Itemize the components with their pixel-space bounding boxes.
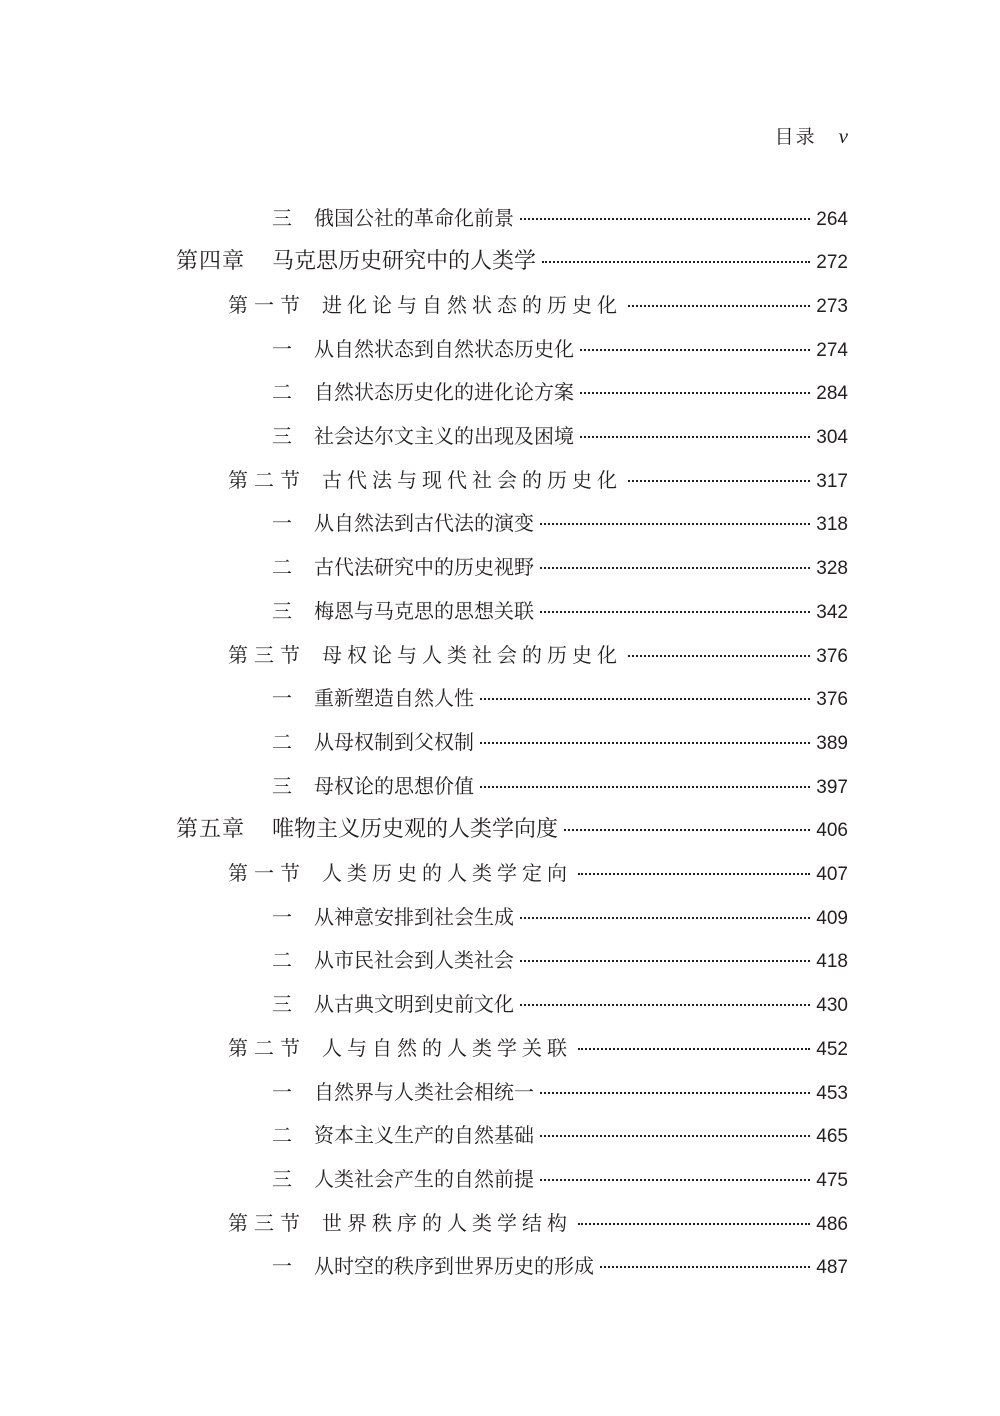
toc-entry-number: 三 xyxy=(272,773,292,798)
toc-entry-number: 第一节 xyxy=(228,292,306,317)
toc-entry-title: 世界秩序的人类学结构 xyxy=(322,1210,572,1235)
toc-entry-number: 三 xyxy=(272,992,292,1017)
toc-entry-number: 三 xyxy=(272,424,292,448)
toc-entry-sub[interactable] xyxy=(0,589,1000,629)
toc-entry-page: 453 xyxy=(816,1082,848,1104)
toc-entry-sub[interactable] xyxy=(0,196,1000,236)
toc-entry-sub[interactable] xyxy=(0,415,1000,455)
toc-dot-leader xyxy=(480,698,810,700)
toc-entry-number: 三 xyxy=(272,1166,292,1191)
toc-entry-number: 二 xyxy=(272,729,292,754)
toc-dot-leader xyxy=(628,305,810,307)
toc-entry-number: 第二节 xyxy=(228,467,306,492)
toc-entry-sub[interactable] xyxy=(0,1070,1000,1110)
toc-entry-number: 第五章 xyxy=(176,817,246,843)
toc-entry-number: 第一节 xyxy=(228,861,306,885)
toc-entry-title: 社会达尔文主义的出现及困境 xyxy=(314,424,574,448)
toc-dot-leader xyxy=(540,611,810,613)
toc-dot-leader xyxy=(580,349,810,351)
toc-dot-leader xyxy=(520,218,810,220)
toc-entry-sub[interactable] xyxy=(0,327,1000,367)
toc-entry-title: 唯物主义历史观的人类学向度 xyxy=(272,817,559,843)
toc-entry-page: 328 xyxy=(816,558,848,580)
toc-entry-page: 407 xyxy=(816,864,848,885)
toc-entry-title: 从母权制到父权制 xyxy=(314,729,474,754)
running-header xyxy=(775,122,848,149)
toc-dot-leader xyxy=(628,655,810,657)
toc-dot-leader xyxy=(564,829,810,831)
toc-dot-leader xyxy=(520,960,810,962)
toc-entry-sub[interactable] xyxy=(0,502,1000,542)
toc-entry-sub[interactable] xyxy=(0,1157,1000,1197)
toc-entry-title: 从时空的秩序到世界历史的形成 xyxy=(314,1254,594,1279)
toc-entry-number: 二 xyxy=(272,380,292,405)
toc-entry-title: 从神意安排到社会生成 xyxy=(314,904,514,929)
toc-entry-title: 人类历史的人类学定向 xyxy=(322,861,572,885)
toc-dot-leader xyxy=(600,1266,810,1268)
toc-entry-page: 406 xyxy=(816,820,848,842)
toc-entry-title: 资本主义生产的自然基础 xyxy=(314,1123,534,1148)
toc-entry-page: 430 xyxy=(816,995,848,1017)
header-title: 目录 xyxy=(774,126,817,148)
toc-entry-title: 进化论与自然状态的历史化 xyxy=(322,292,622,317)
toc-entry-sub[interactable] xyxy=(0,1245,1000,1285)
toc-entry-number: 一 xyxy=(272,1254,292,1279)
toc-dot-leader xyxy=(480,742,810,744)
toc-entry-title: 从古典文明到史前文化 xyxy=(314,992,514,1017)
toc-entry-number: 第四章 xyxy=(176,249,246,275)
toc-entry-section[interactable] xyxy=(0,1026,1000,1066)
toc-entry-page: 487 xyxy=(816,1257,848,1279)
toc-entry-title: 古代法与现代社会的历史化 xyxy=(322,467,622,492)
toc-entry-section[interactable] xyxy=(0,283,1000,323)
toc-entry-number: 一 xyxy=(272,336,292,361)
toc-entry-section[interactable] xyxy=(0,458,1000,498)
toc-dot-leader xyxy=(480,786,810,788)
toc-entry-page: 272 xyxy=(816,252,848,274)
toc-entry-title: 梅恩与马克思的思想关联 xyxy=(314,598,534,623)
toc-entry-title: 从市民社会到人类社会 xyxy=(314,948,514,973)
toc-entry-title: 母权论与人类社会的历史化 xyxy=(322,642,622,667)
toc-dot-leader xyxy=(540,1092,810,1094)
toc-entry-page: 486 xyxy=(816,1213,848,1235)
toc-entry-title: 马克思历史研究中的人类学 xyxy=(272,249,537,275)
toc-entry-number: 第三节 xyxy=(228,1210,306,1235)
toc-entry-page: 397 xyxy=(816,776,848,798)
toc-entry-page: 418 xyxy=(816,951,848,973)
toc-dot-leader xyxy=(540,567,810,569)
toc-dot-leader xyxy=(540,523,810,525)
toc-dot-leader xyxy=(540,1135,810,1137)
toc-entry-title: 人与自然的人类学关联 xyxy=(322,1035,572,1060)
toc-entry-page: 284 xyxy=(816,383,848,405)
toc-entry-number: 第三节 xyxy=(228,642,306,667)
toc-entry-page: 389 xyxy=(816,732,848,754)
toc-entry-page: 274 xyxy=(816,339,848,361)
toc-entry-number: 一 xyxy=(272,511,292,536)
toc-entry-sub[interactable] xyxy=(0,983,1000,1023)
toc-entry-sub[interactable] xyxy=(0,939,1000,979)
toc-entry-page: 475 xyxy=(816,1169,848,1191)
toc-entry-section[interactable] xyxy=(0,633,1000,673)
toc-dot-leader xyxy=(628,480,810,482)
toc-entry-title: 母权论的思想价值 xyxy=(314,773,474,798)
toc-dot-leader xyxy=(540,1179,810,1181)
toc-dot-leader xyxy=(578,1223,810,1225)
toc-entry-section[interactable] xyxy=(0,1201,1000,1241)
toc-entry-number: 二 xyxy=(272,1123,292,1148)
toc-entry-page: 317 xyxy=(816,470,848,492)
toc-entry-title: 从自然法到古代法的演变 xyxy=(314,511,534,536)
toc-entry-number: 一 xyxy=(272,1079,292,1104)
toc-entry-sub[interactable] xyxy=(0,764,1000,804)
toc-entry-number: 三 xyxy=(272,205,292,230)
toc-entry-section[interactable] xyxy=(0,852,1000,892)
toc-entry-page: 304 xyxy=(816,427,848,448)
toc-entry-title: 自然状态历史化的进化论方案 xyxy=(314,380,574,405)
toc-entry-page: 342 xyxy=(816,601,848,623)
toc-dot-leader xyxy=(520,917,810,919)
toc-dot-leader xyxy=(542,261,810,263)
toc-entry-page: 273 xyxy=(816,295,848,317)
toc-entry-title: 从自然状态到自然状态历史化 xyxy=(314,336,574,361)
toc-entry-page: 465 xyxy=(816,1126,848,1148)
toc-entry-number: 三 xyxy=(272,598,292,623)
toc-entry-title: 古代法研究中的历史视野 xyxy=(314,555,534,580)
toc-entry-page: 409 xyxy=(816,907,848,929)
toc-dot-leader xyxy=(578,873,810,875)
toc-entry-chapter[interactable] xyxy=(0,808,1000,848)
toc-entry-sub[interactable] xyxy=(0,546,1000,586)
toc-entry-number: 二 xyxy=(272,555,292,580)
toc-entry-page: 318 xyxy=(816,514,848,536)
header-page-number: v xyxy=(838,124,848,148)
toc-entry-number: 二 xyxy=(272,948,292,973)
toc-entry-sub[interactable] xyxy=(0,371,1000,411)
toc-entry-title: 重新塑造自然人性 xyxy=(314,686,474,711)
toc-entry-page: 376 xyxy=(816,645,848,667)
toc-dot-leader xyxy=(580,436,810,438)
toc-entry-page: 452 xyxy=(816,1038,848,1060)
toc-entry-page: 376 xyxy=(816,689,848,711)
toc-entry-title: 自然界与人类社会相统一 xyxy=(314,1079,534,1104)
toc-entry-number: 一 xyxy=(272,686,292,711)
toc-dot-leader xyxy=(520,1004,810,1006)
toc-entry-number: 一 xyxy=(272,904,292,929)
toc-entry-title: 人类社会产生的自然前提 xyxy=(314,1166,534,1191)
toc-entry-page: 264 xyxy=(816,208,848,230)
toc-entry-sub[interactable] xyxy=(0,677,1000,717)
toc-entry-title: 俄国公社的革命化前景 xyxy=(314,205,514,230)
toc-entry-sub[interactable] xyxy=(0,895,1000,935)
toc-entry-sub[interactable] xyxy=(0,720,1000,760)
toc-dot-leader xyxy=(580,392,810,394)
toc-dot-leader xyxy=(578,1048,810,1050)
toc-entry-chapter[interactable] xyxy=(0,240,1000,280)
toc-entry-number: 第二节 xyxy=(228,1035,306,1060)
toc-entry-sub[interactable] xyxy=(0,1114,1000,1154)
